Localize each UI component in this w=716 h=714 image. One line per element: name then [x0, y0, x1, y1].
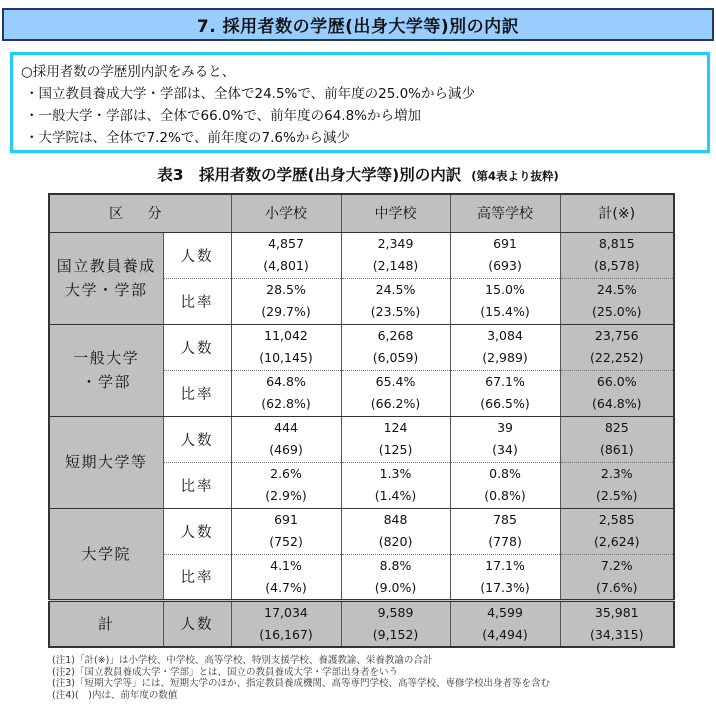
previous-value: (22,252) — [590, 350, 644, 365]
value-cell-junior-high — [341, 232, 450, 278]
current-value: 2,585 — [598, 512, 635, 527]
previous-value: (66.5%) — [480, 396, 530, 411]
value-cell-elementary — [231, 324, 341, 370]
current-value: 9,589 — [377, 604, 414, 620]
current-value: 124 — [383, 420, 408, 435]
previous-value: (778) — [488, 534, 522, 549]
current-value: 67.1% — [485, 374, 525, 389]
previous-value: (7.6%) — [596, 579, 638, 595]
current-value: 1.3% — [379, 466, 412, 481]
header-elementary: 小学校 — [231, 194, 341, 232]
current-value: 17.1% — [485, 557, 525, 573]
current-value: 691 — [493, 236, 517, 251]
value-cell-elementary — [231, 416, 341, 462]
summary-bullet: ・一般大学・学部は、全体で66.0%で、前年度の64.8%から増加 — [25, 108, 422, 124]
table-row-count — [49, 508, 674, 554]
current-value: 35,981 — [594, 604, 639, 620]
current-value: 444 — [274, 420, 298, 435]
current-value: 4.1% — [270, 557, 302, 573]
current-value: 39 — [497, 420, 513, 435]
value-cell-total — [560, 462, 674, 508]
value-cell-junior-high — [341, 324, 450, 370]
table-title — [0, 163, 716, 185]
value-cell-total — [560, 416, 674, 462]
footnote: (注1)「計(※)」は小学校、中学校、高等学校、特別支援学校、養護教諭、栄養教諭の合計 — [52, 655, 433, 666]
current-value: 6,268 — [377, 328, 414, 343]
current-value: 825 — [604, 420, 629, 435]
value-cell-total — [560, 508, 674, 554]
previous-value: (34) — [492, 442, 518, 457]
previous-value: (17.3%) — [480, 579, 530, 595]
value-cell-high-school — [450, 370, 560, 416]
table-header-row — [49, 194, 674, 232]
current-value: 64.8% — [266, 374, 306, 389]
previous-value: (820) — [378, 534, 413, 549]
previous-value: (34,315) — [590, 626, 644, 642]
value-cell-junior-high — [341, 416, 450, 462]
sub-label-count: 人数 — [163, 232, 231, 278]
previous-value: (25.0%) — [592, 304, 642, 319]
value-cell-high-school — [450, 554, 560, 600]
previous-value: (4,494) — [482, 626, 528, 642]
previous-value: (752) — [269, 534, 303, 549]
summary-bullet: ・国立教員養成大学・学部は、全体で24.5%で、前年度の25.0%から減少 — [25, 86, 476, 102]
previous-value: (66.2%) — [370, 396, 421, 411]
previous-value: (8,578) — [593, 258, 640, 273]
summary-bullet: ・大学院は、全体で7.2%で、前年度の7.6%から減少 — [25, 130, 350, 146]
previous-value: (29.7%) — [261, 304, 311, 319]
total-label: 計 — [49, 600, 163, 647]
current-value: 4,599 — [487, 604, 523, 620]
table-row-count — [49, 416, 674, 462]
current-value: 17,034 — [264, 604, 308, 620]
previous-value: (0.8%) — [484, 488, 526, 503]
value-cell-junior-high — [341, 462, 450, 508]
previous-value: (1.4%) — [374, 488, 417, 503]
current-value: 2.3% — [600, 466, 633, 481]
current-value: 848 — [383, 512, 408, 527]
table-row-count — [49, 232, 674, 278]
footnote: (注2)「国立教員養成大学・学部」とは、国立の教員養成大学・学部出身者をいう — [52, 666, 398, 678]
value-cell-total — [560, 370, 674, 416]
sub-label-count: 人数 — [163, 600, 231, 647]
group-label: 短期大学等 — [49, 416, 163, 508]
value-cell-elementary — [231, 554, 341, 600]
table-title-text: 表3 採用者数の学歴(出身大学等)別の内訳 — [157, 166, 462, 184]
sub-label-ratio: 比率 — [163, 462, 231, 508]
footnote: (注4)( )内は、前年度の数値 — [52, 689, 178, 701]
section-title-text: 7. 採用者数の学歴(出身大学等)別の内訳 — [196, 17, 520, 37]
header-total: 計(※) — [560, 194, 674, 232]
current-value: 24.5% — [596, 282, 637, 297]
table-row-total — [49, 600, 674, 647]
current-value: 8.8% — [379, 557, 412, 573]
previous-value: (9.0%) — [374, 579, 417, 595]
value-cell-elementary — [231, 462, 341, 508]
sub-label-ratio: 比率 — [163, 278, 231, 324]
total-value-cell-total — [560, 600, 674, 647]
previous-value: (2.5%) — [596, 488, 638, 503]
footnote: (注3)「短期大学等」には、短期大学のほか、指定教員養成機関、高等専門学校、高等学校、専修学校出身者等を含む — [52, 678, 550, 689]
previous-value: (4.7%) — [265, 579, 307, 595]
value-cell-junior-high — [341, 370, 450, 416]
group-label: 大学院 — [49, 508, 163, 600]
group-label: 国立教員養成 大学・学部 — [49, 232, 163, 324]
value-cell-high-school — [450, 508, 560, 554]
value-cell-total — [560, 232, 674, 278]
value-cell-junior-high — [341, 554, 450, 600]
value-cell-elementary — [231, 370, 341, 416]
current-value: 23,756 — [594, 328, 639, 343]
total-value-cell-elementary — [231, 600, 341, 647]
current-value: 785 — [493, 512, 517, 527]
previous-value: (2,989) — [482, 350, 528, 365]
current-value: 2.6% — [270, 466, 302, 481]
total-value-cell-high-school — [450, 600, 560, 647]
summary-box — [10, 52, 710, 153]
sub-label-count: 人数 — [163, 416, 231, 462]
previous-value: (23.5%) — [370, 304, 421, 319]
footnotes — [52, 655, 550, 701]
current-value: 7.2% — [600, 557, 633, 573]
total-value-cell-junior-high — [341, 600, 450, 647]
value-cell-elementary — [231, 508, 341, 554]
breakdown-table — [48, 193, 675, 648]
value-cell-total — [560, 324, 674, 370]
value-cell-junior-high — [341, 278, 450, 324]
current-value: 0.8% — [489, 466, 521, 481]
value-cell-total — [560, 278, 674, 324]
summary-intro: ○採用者数の学歴別内訳をみると、 — [21, 64, 236, 80]
value-cell-high-school — [450, 278, 560, 324]
header-kubun: 区 分 — [49, 194, 231, 232]
sub-label-ratio: 比率 — [163, 370, 231, 416]
value-cell-total — [560, 554, 674, 600]
previous-value: (9,152) — [372, 626, 419, 642]
previous-value: (2,148) — [372, 258, 419, 273]
group-label: 一般大学 ・学部 — [49, 324, 163, 416]
current-value: 4,857 — [268, 236, 304, 251]
current-value: 24.5% — [375, 282, 416, 297]
value-cell-high-school — [450, 232, 560, 278]
current-value: 3,084 — [487, 328, 523, 343]
value-cell-elementary — [231, 232, 341, 278]
table-row-count — [49, 324, 674, 370]
previous-value: (16,167) — [259, 626, 313, 642]
previous-value: (693) — [488, 258, 522, 273]
sub-label-count: 人数 — [163, 324, 231, 370]
previous-value: (469) — [269, 442, 303, 457]
current-value: 65.4% — [375, 374, 416, 389]
header-high-school: 高等学校 — [450, 194, 560, 232]
table-title-note: (第4表より抜粋) — [471, 169, 559, 183]
sub-label-count: 人数 — [163, 508, 231, 554]
value-cell-high-school — [450, 324, 560, 370]
current-value: 8,815 — [598, 236, 635, 251]
current-value: 691 — [274, 512, 298, 527]
current-value: 11,042 — [264, 328, 308, 343]
section-title — [2, 8, 714, 41]
previous-value: (861) — [599, 442, 634, 457]
current-value: 28.5% — [266, 282, 306, 297]
value-cell-junior-high — [341, 508, 450, 554]
previous-value: (15.4%) — [480, 304, 530, 319]
header-junior-high: 中学校 — [341, 194, 450, 232]
previous-value: (62.8%) — [261, 396, 311, 411]
previous-value: (6,059) — [372, 350, 419, 365]
value-cell-elementary — [231, 278, 341, 324]
current-value: 66.0% — [596, 374, 637, 389]
value-cell-high-school — [450, 462, 560, 508]
previous-value: (125) — [378, 442, 413, 457]
current-value: 2,349 — [377, 236, 414, 251]
previous-value: (2.9%) — [265, 488, 307, 503]
previous-value: (10,145) — [259, 350, 313, 365]
sub-label-ratio: 比率 — [163, 554, 231, 600]
previous-value: (2,624) — [593, 534, 640, 549]
previous-value: (64.8%) — [592, 396, 642, 411]
value-cell-high-school — [450, 416, 560, 462]
previous-value: (4,801) — [263, 258, 309, 273]
current-value: 15.0% — [485, 282, 525, 297]
